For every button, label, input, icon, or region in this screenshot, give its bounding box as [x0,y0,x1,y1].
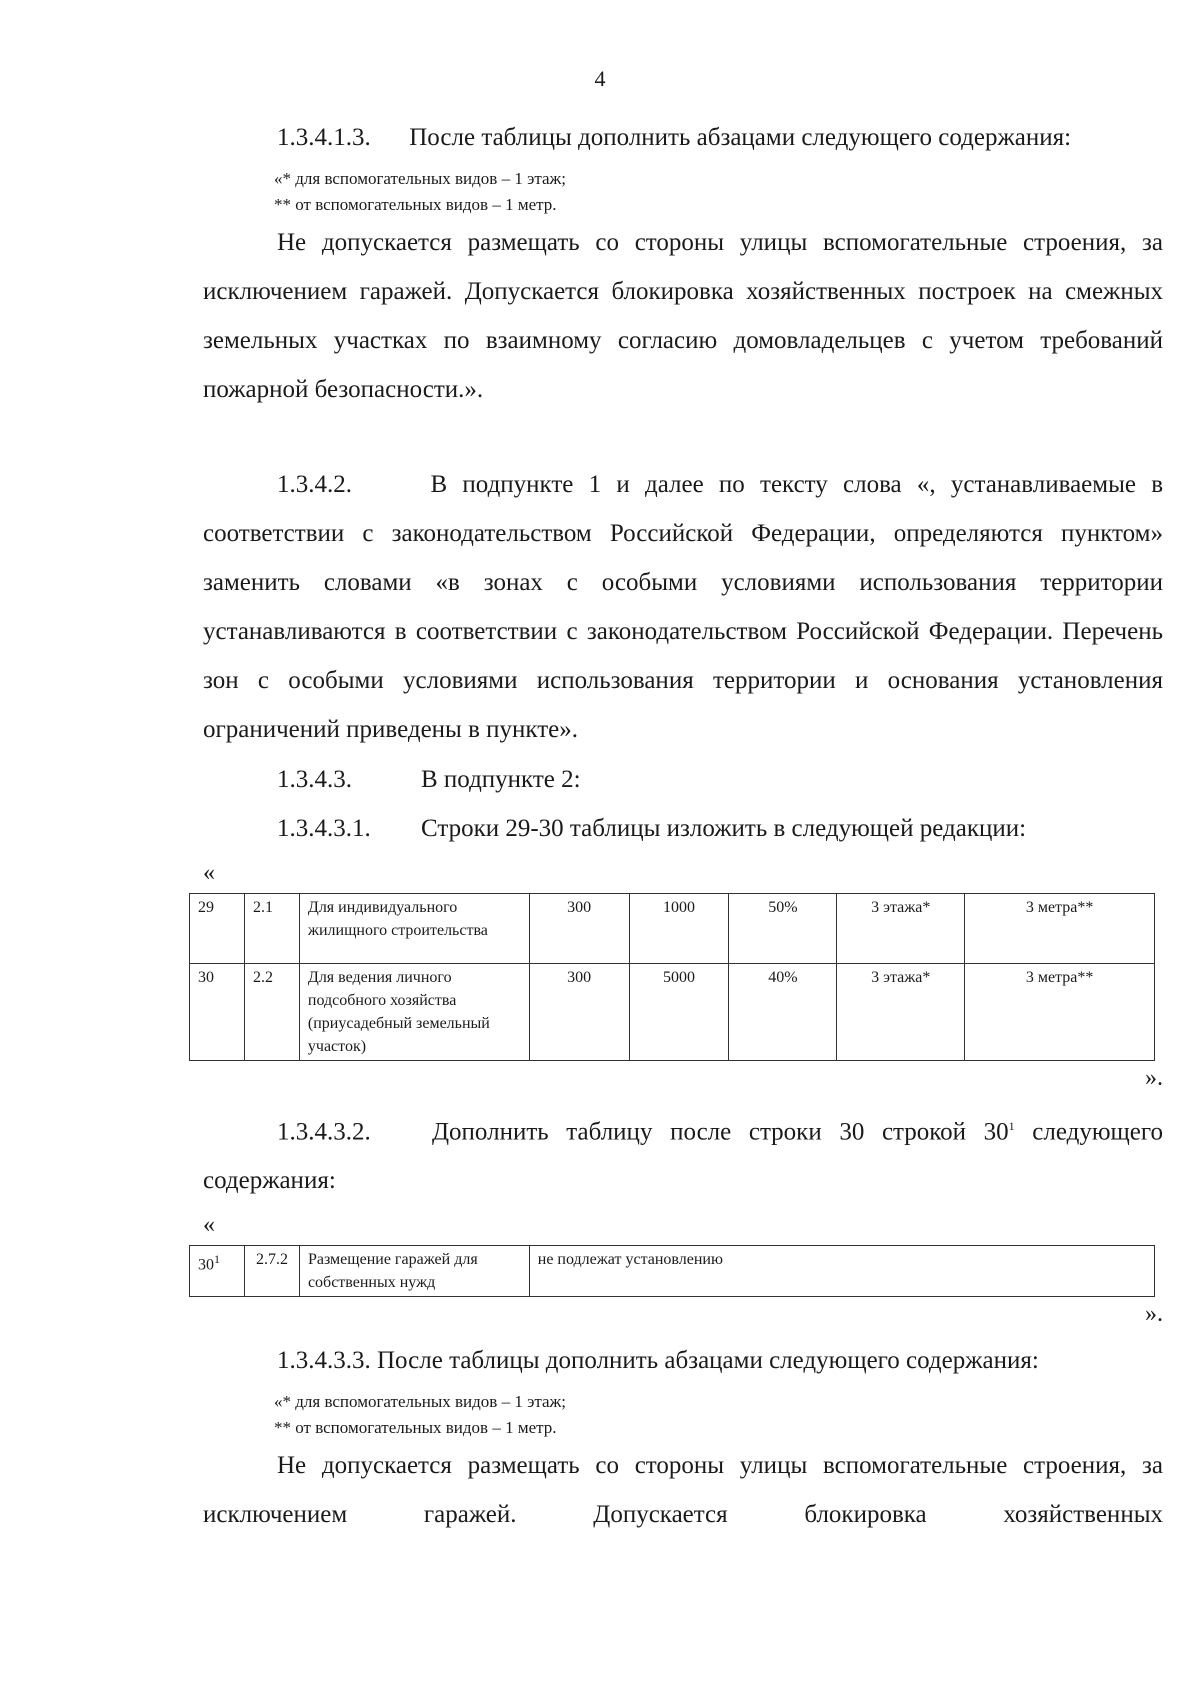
heading-num: 1.3.4.3.2. [277,1118,371,1146]
paragraph-1-3-4-2 [203,460,1163,754]
heading-text: Строки 29-30 таблицы изложить в следующей редакции: [421,815,1027,842]
heading-text: Дополнить таблицу после строки 30 строкой 30 [432,1118,1009,1146]
cell-floors: 3 этажа* [837,894,965,964]
open-quote: « [203,1212,215,1239]
cell-min-area: 300 [529,894,629,964]
cell-use-type: Размещение гаражей для собственных нужд [299,1246,529,1297]
cell-row-number: $30^1$ [190,1246,245,1297]
cell-code: 2.2 [244,964,299,1061]
heading-text: В подпункте 1 и далее по тексту слова «, устанавливаемые в соответствии с законодательством Российской Федерации, определяются пунктом» заменить словами «в зонах с особыми условиями использования территории устанавливаются в соответствии с законодательством Российской Федерации. Перечень зон с особыми условиями использования территории и основания установления ограничений приведены в пункте». [203,471,1164,743]
cell-row-number: 29 [190,894,245,964]
cell-setback: 3 метра** [965,964,1155,1061]
cell-code: 2.1 [244,894,299,964]
heading-1-3-4-3-3: 1.3.4.3.3. После таблицы дополнить абзацами следующего содержания: [277,1347,1039,1374]
cell-setback: 3 метра** [965,894,1155,964]
footnote-meter: ** от вспомогательных видов – 1 метр. [274,1418,557,1437]
open-quote: « [203,860,215,886]
paragraph-restrictions: Не допускается размещать со стороны улицы вспомогательные строения, за исключением гаражей. Допускается блокировка хозяйственных построек на смежных земельных участках по взаимному согласию домовладельцев с учетом требований пожарной безопасности.». [203,229,1163,403]
heading-num: 1.3.4.2. [277,471,352,498]
cell-use-type: Для индивидуального жилищного строительства [299,894,529,964]
cell-floors: 3 этажа* [837,964,965,1061]
heading-text: В подпункте 2: [421,766,581,793]
heading-1-3-4-3-1 [203,804,1163,853]
cell-use-type: Для ведения личного подсобного хозяйства (приусадебный земельный участок) [299,964,529,1061]
close-quote: ». [1145,1065,1163,1091]
section-1-3-4-3-3 [203,1336,1163,1539]
cell-max-area: 1000 [629,894,729,964]
table-rows-29-30 [189,893,1155,1061]
cell-max-area: 5000 [629,964,729,1061]
cell-parameters: не подлежат установлению [529,1246,1154,1297]
close-quote: ». [1145,1301,1163,1328]
superscript: 1 [1008,1119,1015,1133]
footnote-floor: «* для вспомогательных видов – 1 этаж; [274,1392,567,1411]
table-row-30-1 [189,1245,1155,1297]
cell-min-area: 300 [529,964,629,1061]
cell-code: 2.7.2 [244,1246,299,1297]
heading-num: 1.3.4.1.3. [277,124,371,151]
table-row [190,964,1155,1061]
cell-coverage: 50% [729,894,837,964]
cell-row-number: 30 [190,964,245,1061]
section-1-3-4-1-3 [203,113,1163,414]
section-1-3-4-3 [198,755,1163,1095]
heading-tail: следующего содержания: [203,1118,1163,1195]
heading-1-3-4-3 [203,755,1163,804]
page-number: 4 [594,66,606,91]
footnote-meter: ** от вспомогательных видов – 1 метр. [274,195,557,214]
heading-num: 1.3.4.3.1. [277,815,371,842]
paragraph-restrictions: Не допускается размещать со стороны улицы вспомогательные строения, за исключением гаражей. Допускается блокировка хозяйственных [203,1452,1163,1528]
cell-coverage: 40% [729,964,837,1061]
section-1-3-4-2 [203,460,1163,754]
heading-1-3-4-1-3 [203,113,1163,162]
section-1-3-4-3-2 [198,1102,1163,1331]
heading-num: 1.3.4.3. [277,766,352,793]
footnote-floor: «* для вспомогательных видов – 1 этаж; [274,169,567,188]
table-row [190,894,1155,964]
table-row [190,1246,1155,1297]
paragraph-1-3-4-3-2 [203,1102,1163,1205]
heading-text: После таблицы дополнить абзацами следующего содержания: [409,124,1072,151]
